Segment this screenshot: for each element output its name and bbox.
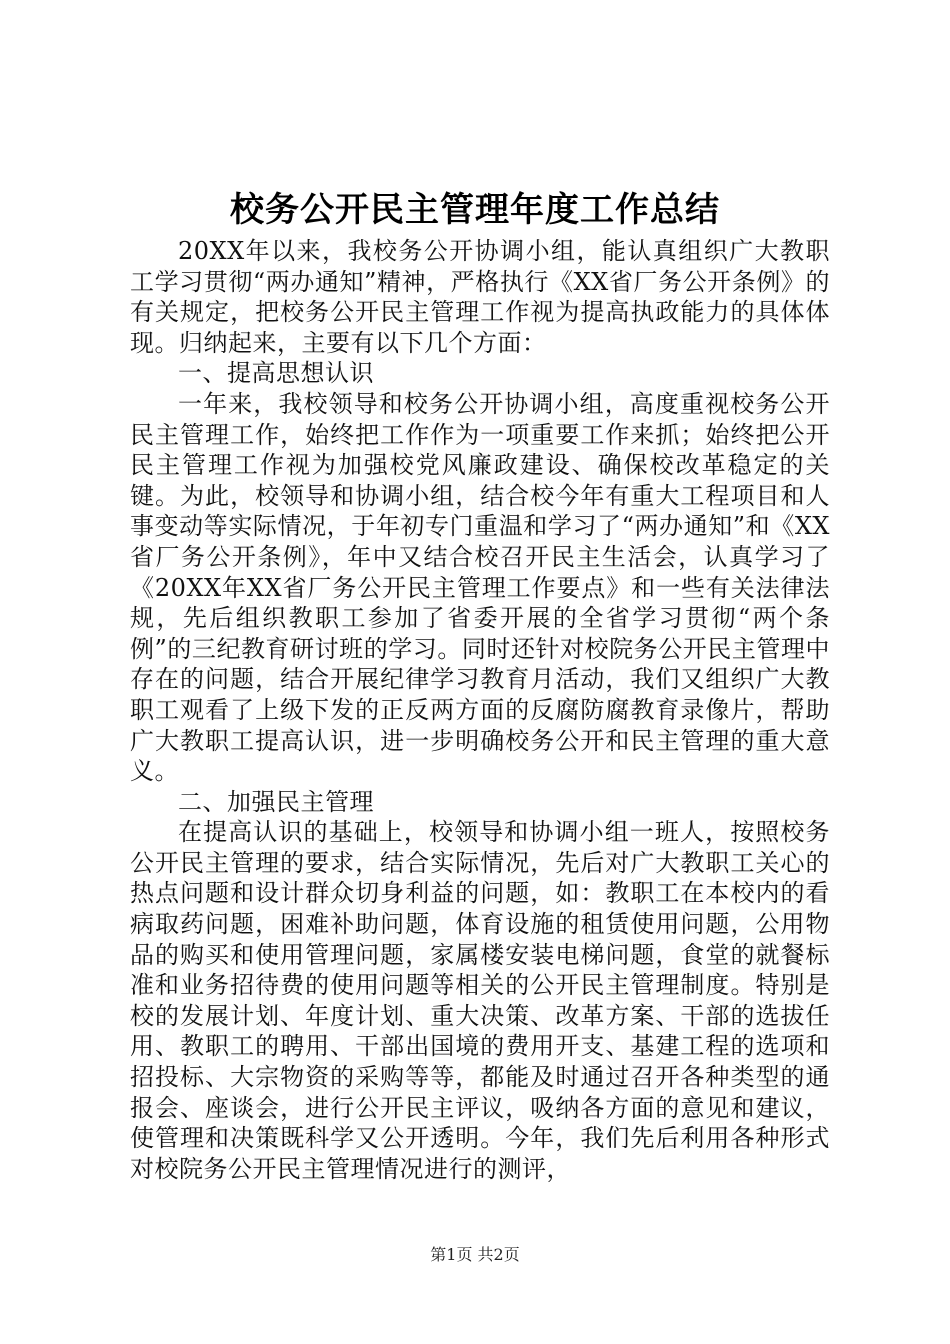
intro-paragraph: 20XX年以来，我校务公开协调小组，能认真组织广大教职工学习贯彻“两办通知”精神，严格执行《XX省厂务公开条例》的有关规定，把校务公开民主管理工作视为提高执政能力的具体体现。归纳起来，主要有以下几个方面： <box>130 237 830 357</box>
document-title: 校务公开民主管理年度工作总结 <box>230 190 720 230</box>
section-1-paragraph: 一年来，我校领导和校务公开协调小组，高度重视校务公开民主管理工作，始终把工作作为一项重要工作来抓；始终把公开民主管理工作视为加强校党风廉政建设、确保校改革稳定的关键。为此，校领导和协调小组，结合校今年有重大工程项目和人事变动等实际情况，于年初专门重温和学习了“两办通知”和《XX省厂务公开条例》，年中又结合校召开民主生活会，认真学习了《20XX年XX省厂务公开民主管理工作要点》和一些有关法律法规，先后组织教职工参加了省委开展的全省学习贯彻“两个条例”的三纪教育研讨班的学习。同时还针对校院务公开民主管理中存在的问题，结合开展纪律学习教育月活动，我们又组织广大教职工观看了上级下发的正反两方面的反腐防腐教育录像片，帮助广大教职工提高认识，进一步明确校务公开和民主管理的重大意义。 <box>130 389 830 786</box>
document-body <box>130 236 830 1184</box>
section-2-paragraph: 在提高认识的基础上，校领导和协调小组一班人，按照校务公开民主管理的要求，结合实际情况，先后对广大教职工关心的热点问题和设计群众切身利益的问题，如：教职工在本校内的看病取药问题，困难补助问题，体育设施的租赁使用问题，公用物品的购买和使用管理问题，家属楼安装电梯问题，食堂的就餐标准和业务招待费的使用问题等相关的公开民主管理制度。特别是校的发展计划、年度计划、重大决策、改革方案、干部的选拔任用、教职工的聘用、干部出国境的费用开支、基建工程的选项和招投标、大宗物资的采购等等，都能及时通过召开各种类型的通报会、座谈会，进行公开民主评议，吸纳各方面的意见和建议，使管理和决策既科学又公开透明。今年，我们先后利用各种形式对校院务公开民主管理情况进行的测评， <box>130 818 830 1183</box>
page-footer: 第1页 共2页 <box>430 1245 520 1264</box>
section-heading-1: 一、提高思想认识 <box>178 359 374 388</box>
section-heading-2: 二、加强民主管理 <box>178 787 374 816</box>
